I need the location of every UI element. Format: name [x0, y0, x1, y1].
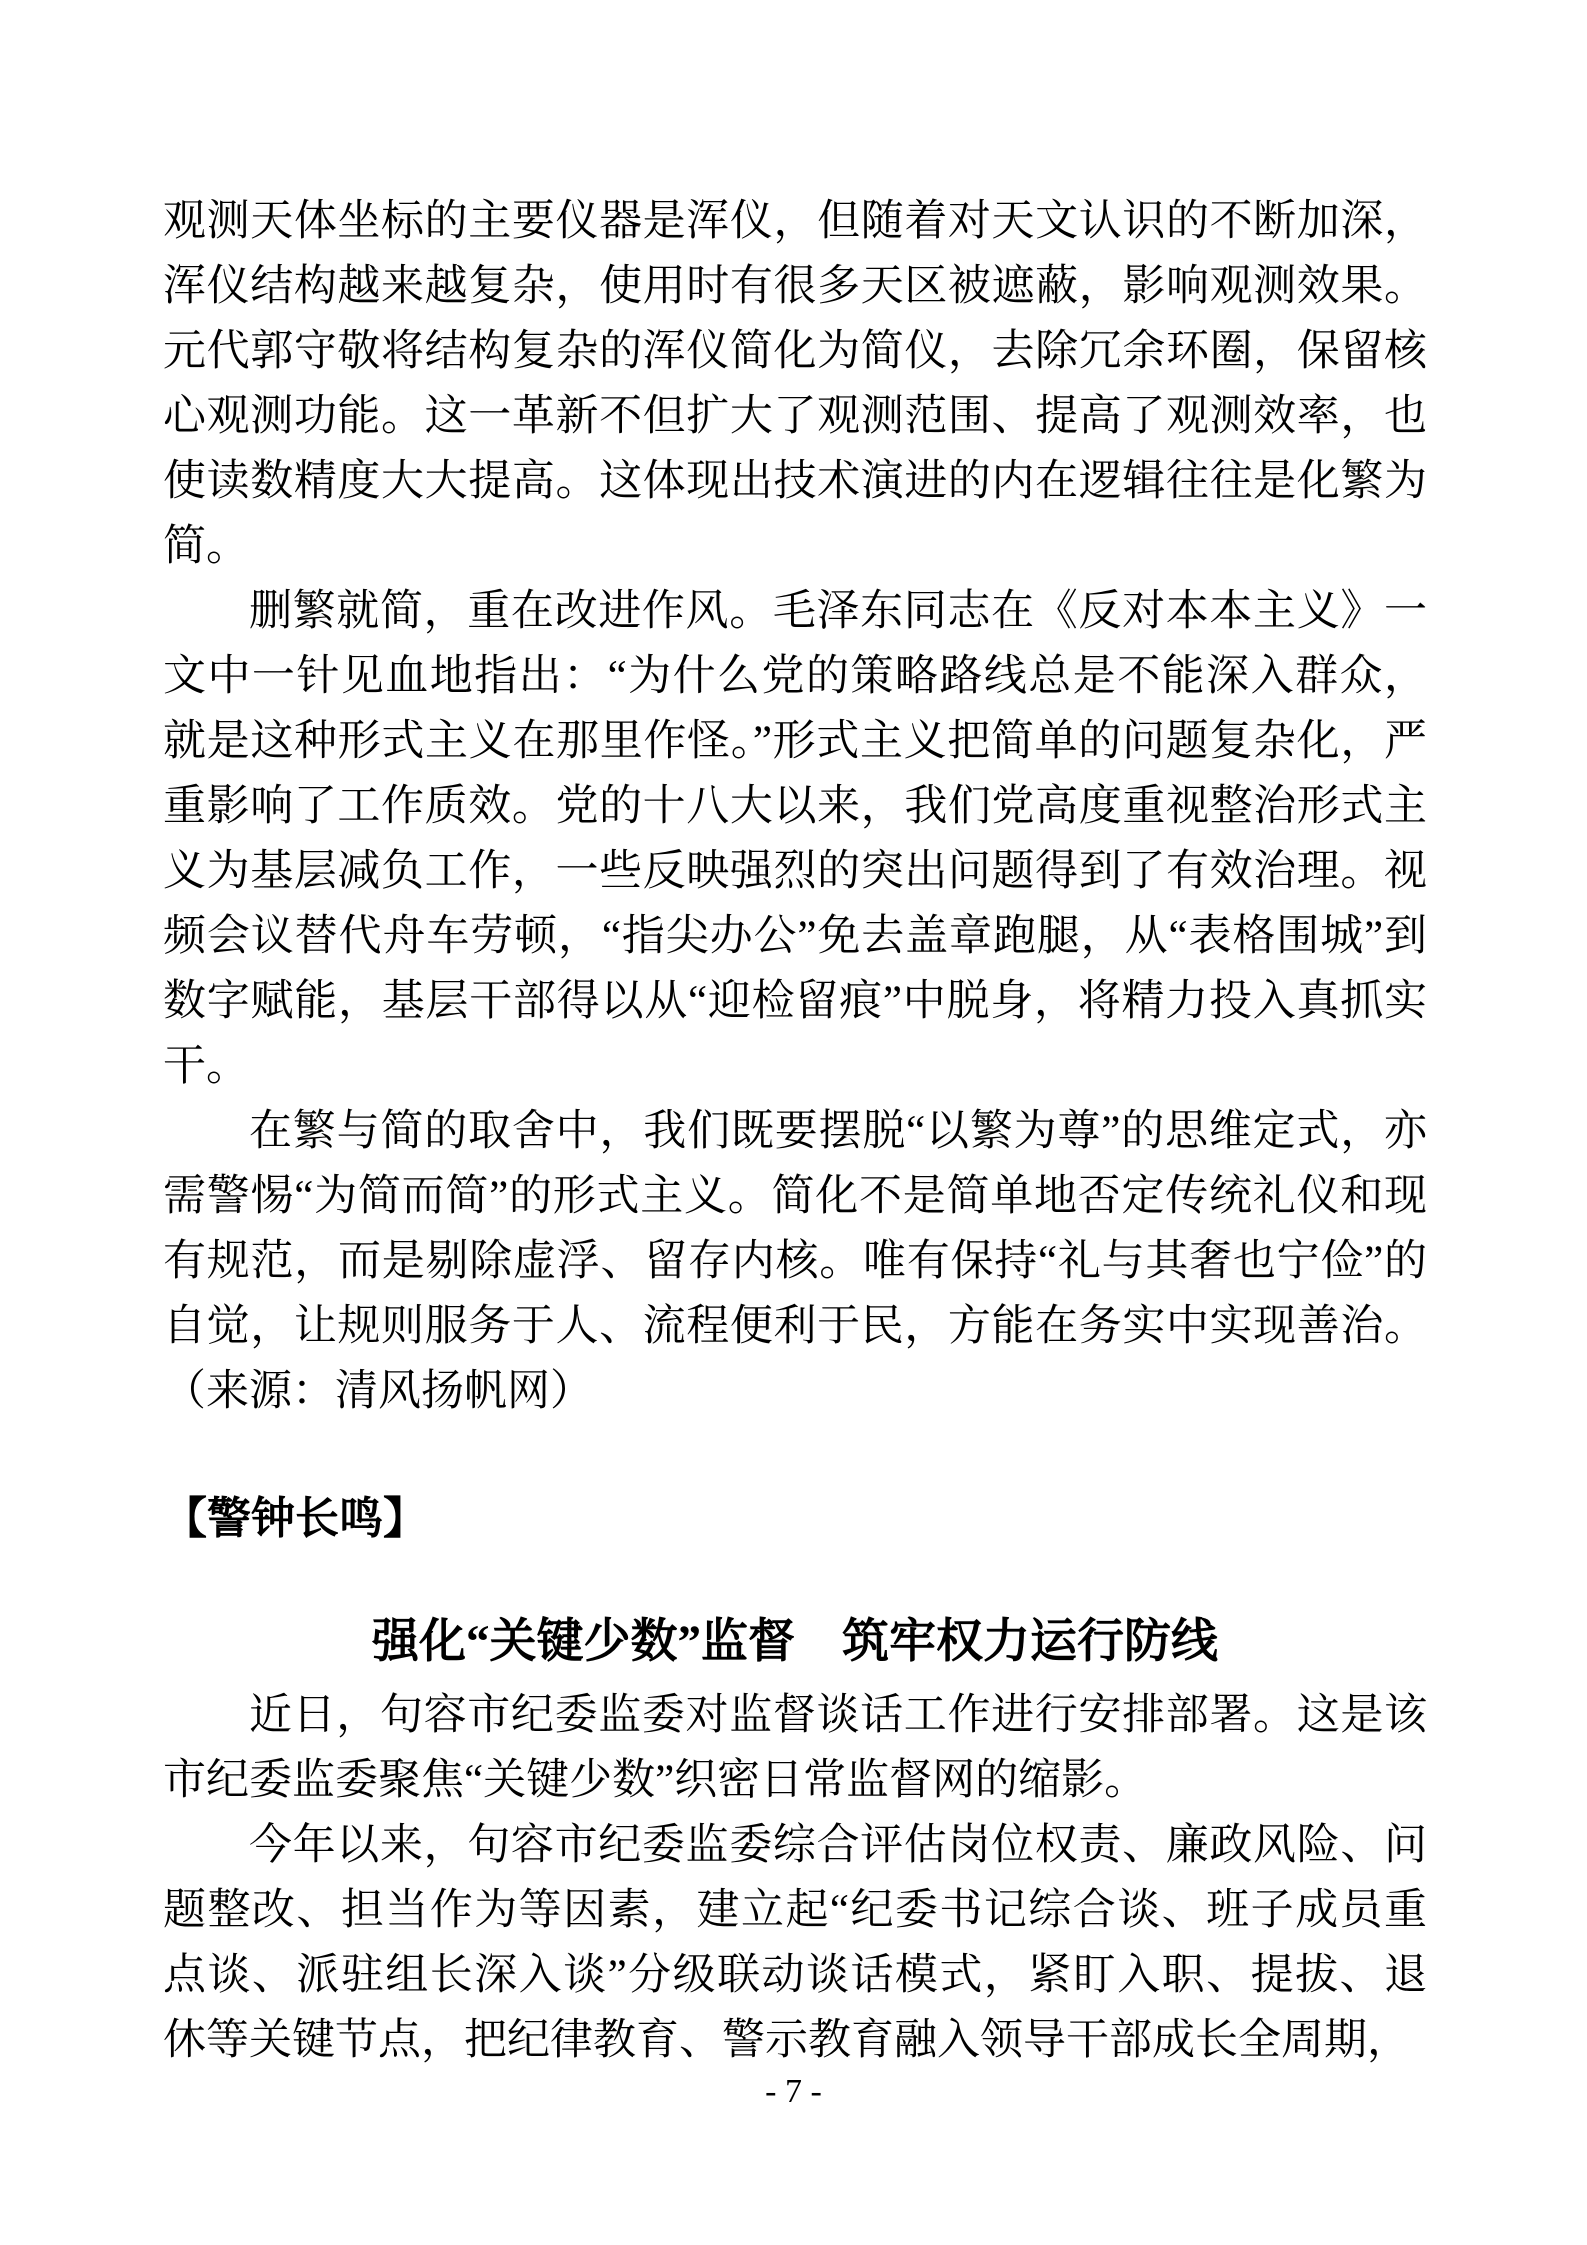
- paragraph-supervision-2: 今年以来，句容市纪委监委综合评估岗位权责、廉政风险、问题整改、担当作为等因素，建立起“纪委书记综合谈、班子成员重点谈、派驻组长深入谈”分级联动谈话模式，紧盯入职、提拔、退休等关键节点，把纪律教育、警示教育融入领导干部成长全周期，: [163, 1822, 1427, 2064]
- article-title-supervision: 强化“关键少数”监督 筑牢权力运行防线: [372, 1616, 1218, 1668]
- page-footer: [0, 2072, 1587, 2112]
- paragraph-simplification-2: 删繁就简，重在改进作风。毛泽东同志在《反对本本主义》一文中一针见血地指出：“为什么党的策略路线总是不能深入群众，就是这种形式主义在那里作怪。”形式主义把简单的问题复杂化，严重影响了工作质效。党的十八大以来，我们党高度重视整治形式主义为基层减负工作，一些反映强烈的突出问题得到了有效治理。视频会议替代舟车劳顿，“指尖办公”免去盖章跑腿，从“表格围城”到数字赋能，基层干部得以从“迎检留痕”中脱身，将精力投入真抓实干。: [163, 588, 1427, 1090]
- paragraph-supervision-1: 近日，句容市纪委监委对监督谈话工作进行安排部署。这是该市纪委监委聚焦“关键少数”织密日常监督网的缩影。: [163, 1692, 1427, 1804]
- paragraph-simplification-3: 在繁与简的取舍中，我们既要摆脱“以繁为尊”的思维定式，亦需警惕“为简而简”的形式主义。简化不是简单地否定传统礼仪和现有规范，而是剔除虚浮、留存内核。唯有保持“礼与其奢也宁俭”的自觉，让规则服务于人、流程便利于民，方能在务实中实现善治。（来源：清风扬帆网）: [163, 1108, 1427, 1415]
- page-content: [163, 189, 1427, 2073]
- paragraph-simplification-1: 观测天体坐标的主要仪器是浑仪，但随着对天文认识的不断加深，浑仪结构越来越复杂，使用时有很多天区被遮蔽，影响观测效果。元代郭守敬将结构复杂的浑仪简化为简仪，去除冗余环圈，保留核心观测功能。这一革新不但扩大了观测范围、提高了观测效率，也使读数精度大大提高。这体现出技术演进的内在逻辑往往是化繁为简。: [163, 198, 1427, 570]
- section-header-alarm-bell: 【警钟长鸣】: [163, 1494, 427, 1543]
- page-number: - 7 -: [765, 2073, 822, 2110]
